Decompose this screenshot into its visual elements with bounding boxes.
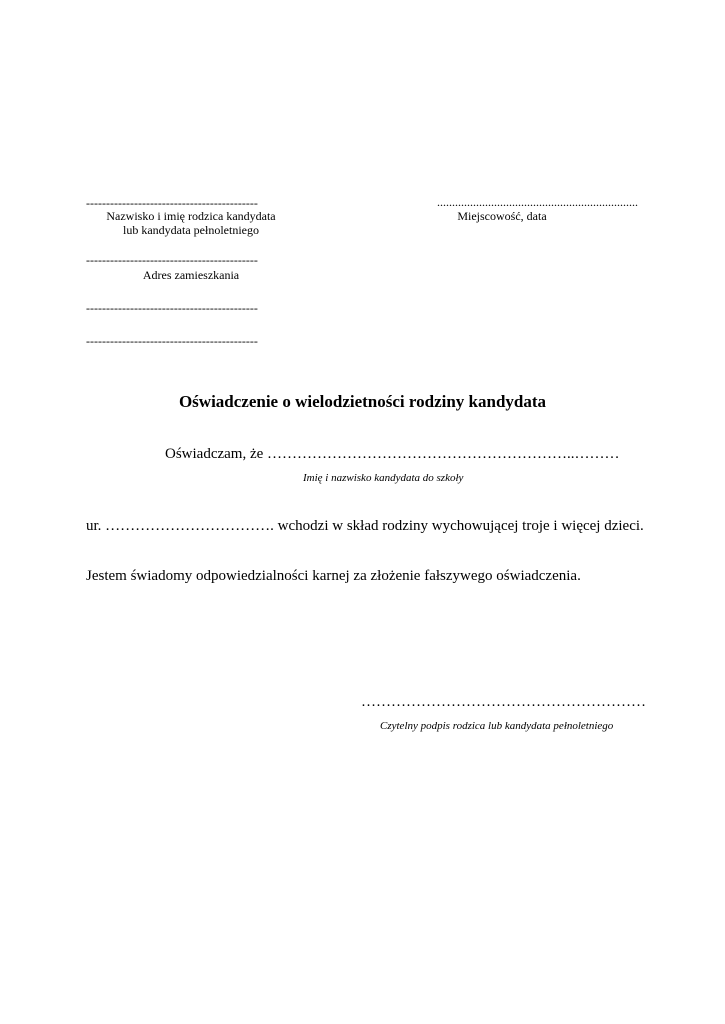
address-label: Adres zamieszkania <box>142 268 240 282</box>
candidate-name-caption: Imię i nazwisko kandydata do szkoły <box>303 472 464 484</box>
signature-caption: Czytelny podpis rodzica lub kandydata pełnoletniego <box>380 720 614 732</box>
name-dotted-line: ------------------------------------------- <box>86 196 258 210</box>
address-dotted-line-3: ------------------------------------------- <box>86 334 258 348</box>
place-date-dotted-line: ................................................................... <box>437 195 638 209</box>
statement-intro: Oświadczam, że ……………………………………………………..……… <box>165 446 620 462</box>
signature-dotted-line: ………………………………………………… <box>361 694 646 710</box>
place-date-label: Miejscowość, data <box>457 209 547 223</box>
birth-statement: ur. ……………………………. wchodzi w skład rodziny wychowującej troje i więcej dzieci. <box>86 518 644 534</box>
address-dotted-line: ------------------------------------------- <box>86 253 258 267</box>
responsibility-statement: Jestem świadomy odpowiedzialności karnej za złożenie fałszywego oświadczenia. <box>86 568 581 584</box>
name-label-line2: lub kandydata pełnoletniego <box>123 223 259 237</box>
name-label-line1: Nazwisko i imię rodzica kandydata <box>106 209 276 223</box>
page-title: Oświadczenie o wielodzietności rodziny kandydata <box>178 392 547 411</box>
address-dotted-line-2: ------------------------------------------- <box>86 301 258 315</box>
